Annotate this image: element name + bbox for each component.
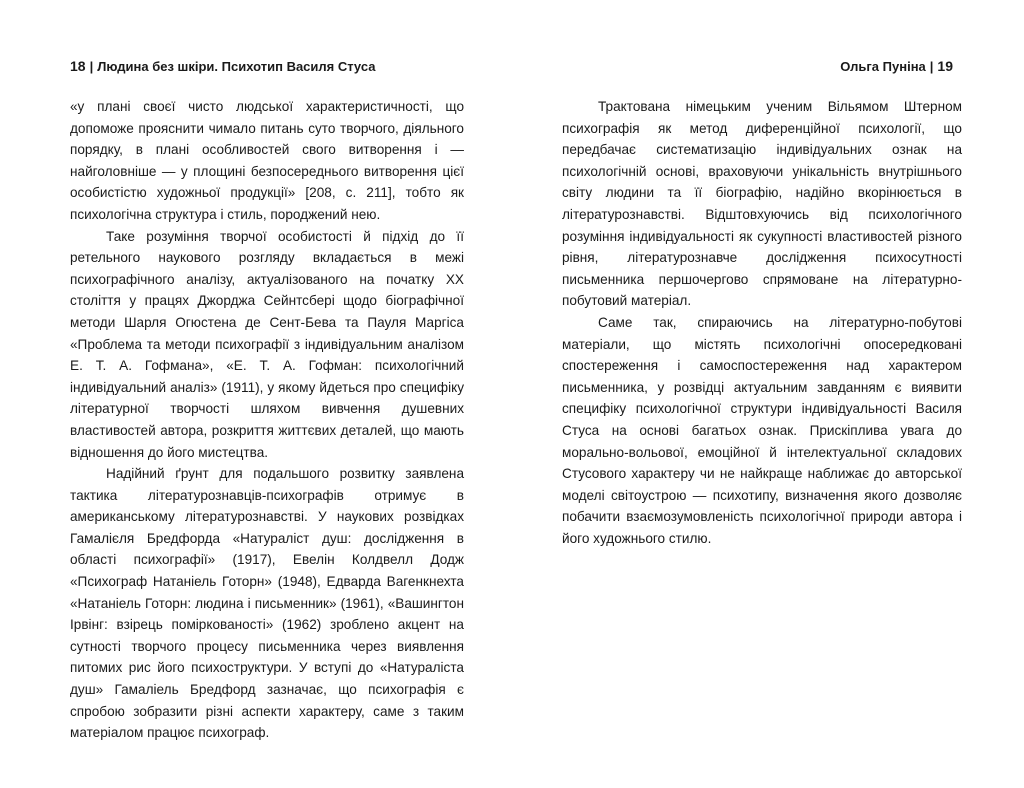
right-page: [512, 0, 1024, 788]
header-separator: |: [929, 59, 934, 74]
running-title: Людина без шкіри. Психотип Василя Стуса: [97, 59, 376, 74]
paragraph: Трактована німецьким ученим Вільямом Штерном психографія як метод диференційної психології, що передбачає систематизацію індивідуальних ознак на психологічній основі, враховуючи унікальність внутрішнього світу людини та її біографію, надійно вкорінюється в літературознавстві. Відштовхуючись від психологічного розуміння індивідуальності як сукупності властивостей різного рівня, літературознавче дослідження психосутності письменника першочергово спрямоване на літературно-побутовий матеріал.: [562, 99, 962, 309]
paragraph: Надійний ґрунт для подальшого розвитку заявлена тактика літературознавців-психографів отримує в американському літературознавстві. У наукових розвідках Гамалієля Бредфорда «Натураліст душ: дослідження в області психографії» (1917), Евелін Колдвелл Додж «Психограф Натаніель Готорн» (1948), Едварда Вагенкнехта «Натаніель Готорн: людина і письменник» (1961), «Вашингтон Ірвінг: взірець поміркованості» (1962) зроблено акцент на сутності творчого процесу письменника через виявлення питомих рис його психоструктури. У вступі до «Натураліста душ» Гамаліель Бредфорд зазначає, що психографія є спробою зобразити різні аспекти характеру, саме з таким матеріалом працює психограф.: [70, 466, 464, 741]
paragraph: Саме так, спираючись на літературно-побутові матеріали, що містять психологічні опосередковані спостереження і самоспостереження над характером письменника, у розвідці актуальним завданням є виявити специфіку психологічної структури індивідуальності Василя Стуса на основі багатьох ознак. Прискіплива увага до морально-вольової, емоційної й інтелектуальної складових Стусового характеру чи не найкраще наближає до авторської моделі світоустрою — психотипу, визначення якого дозволяє побачити взаємозумовленість психологічної природи автора і його художнього стилю.: [562, 314, 962, 546]
left-page-text: [70, 96, 464, 744]
author-name: Ольга Пуніна: [840, 59, 926, 74]
paragraph: «у плані своєї чисто людської характеристичності, що допоможе прояснити чимало питань суто творчого, діяльного порядку, в плані особливостей свого витворення і — найголовніше — у площині безпосереднього витворення цієї особистістю художньої продукції» [208, с. 211], тобто як психологічна структура і стиль, породжений нею.: [70, 99, 464, 222]
right-page-text: [562, 96, 962, 549]
left-page-header: [70, 58, 375, 74]
paragraph: Таке розуміння творчої особистості й підхід до її ретельного наукового розгляду вкладається в межі психографічного аналізу, актуалізованого на початку ХХ століття у працях Джорджа Сейнтсбері щодо біографічної методи Шарля Огюстена де Сент-Бева та Пауля Маргіса «Проблема та методи психографії з індивідуальним аналізом Е. Т. А. Гофмана», «Е. Т. А. Гофман: психологічний індивідуальний аналіз» (1911), у якому йдеться про специфіку літературної творчості шляхом вивчення душевних властивостей автора, розкриття життєвих деталей, що мають відношення до його мистецтва.: [70, 228, 464, 460]
right-page-header: [840, 58, 953, 74]
header-separator: |: [89, 59, 94, 74]
right-page-number: 19: [937, 58, 953, 74]
left-page-number: 18: [70, 58, 86, 74]
